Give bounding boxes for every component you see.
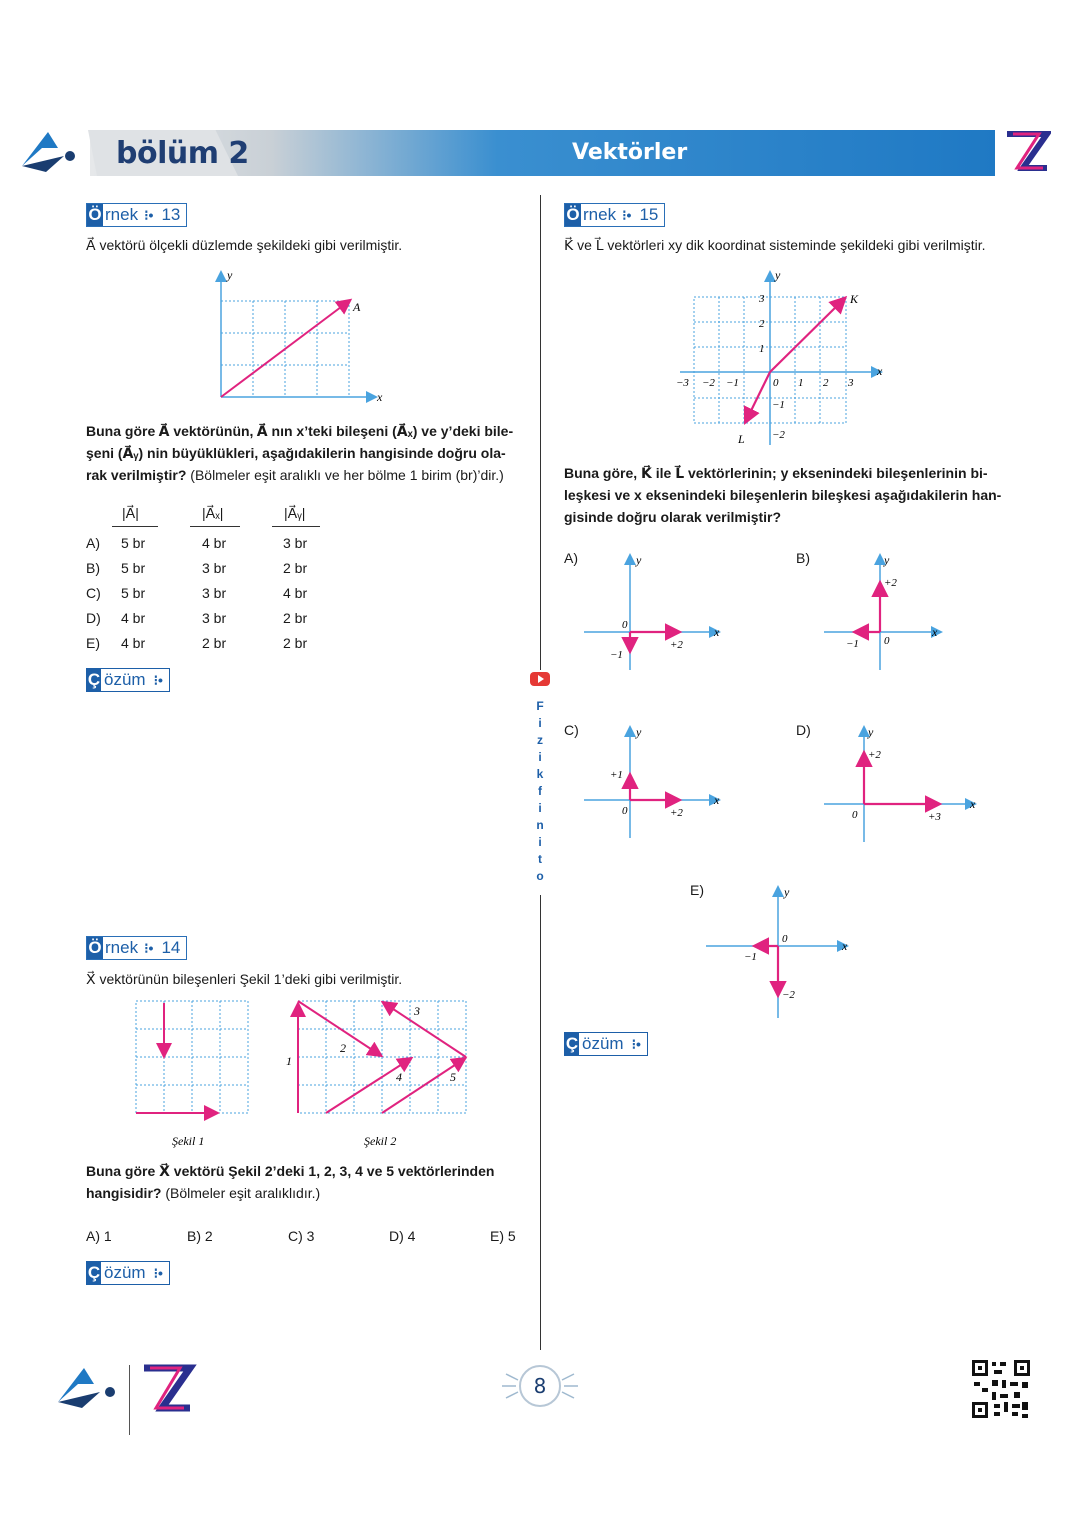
q15-option-a-graph [580,550,730,675]
svg-text:x: x [877,364,883,378]
svg-text:−1: −1 [726,377,739,389]
svg-text:+2: +2 [670,807,683,819]
side-brand: F i z i k f i n i t o [530,672,550,885]
page-number-badge [498,1360,582,1412]
q15-option-c[interactable]: C) [564,722,579,738]
svg-text:0: 0 [782,933,788,945]
q15-option-a[interactable]: A) [564,550,578,566]
svg-text:x: x [842,939,848,953]
svg-text:0: 0 [622,619,628,631]
svg-text:+2: +2 [670,639,683,651]
q15-option-b[interactable]: B) [796,550,810,566]
example-13-label: Ö rnek ⁝• 13 [86,203,187,227]
svg-text:2: 2 [340,1041,346,1055]
svg-text:x: x [714,793,720,807]
q15-graph [670,265,900,450]
svg-text:−1: −1 [772,399,785,411]
svg-text:−3: −3 [676,377,689,389]
example-15-label: Ö rnek ⁝• 15 [564,203,665,227]
q15-option-c-graph [580,722,730,847]
youtube-icon [530,672,550,686]
svg-text:A⃗: A⃗ [353,300,370,314]
q15-intro: K⃗ ve L⃗ vektörleri xy dik koordinat sisteminde şekildeki gibi verilmiştir. [564,237,986,253]
footer-z-logo-icon [140,1362,198,1416]
q15-option-b-graph [820,550,970,675]
page-title: Vektörler [572,140,688,165]
svg-text:−1: −1 [744,951,757,963]
q15-option-d[interactable]: D) [796,722,811,738]
svg-text:+1: +1 [610,769,623,781]
svg-text:−2: −2 [702,377,715,389]
svg-text:K⃗: K⃗ [850,292,868,306]
svg-text:x: x [932,625,938,639]
svg-text:x: x [377,390,383,404]
svg-text:5: 5 [450,1070,456,1084]
example-14-label: Ö rnek ⁝• 14 [86,936,187,960]
q14-option-c[interactable]: C) 3 [288,1228,315,1244]
vector-2 [298,1001,380,1055]
q13-question: Buna göre A⃗ vektörünün, A⃗ nın x’teki bileşeni (A⃗ₓ) ve y’deki bile- şeni (A⃗ᵧ) nin büyüklükleri, aşağıdakilerin hangisinde doğru ola- rak verilmiştir? (Bölmeler eşit aralıklı ve her bölme 1 birim (br)’dir.) [86,423,514,483]
svg-text:y: y [868,725,874,739]
svg-text:0: 0 [622,805,628,817]
svg-text:0: 0 [884,635,890,647]
section-label: bölüm 2 [116,136,249,171]
svg-text:2: 2 [759,318,765,330]
svg-text:1: 1 [759,343,765,355]
q13-option-d[interactable]: D) [86,610,101,626]
column-divider-bottom [540,895,541,1350]
vector-3 [384,1003,466,1057]
q13-intro: A⃗ vektörü ölçekli düzlemde şekildeki gibi verilmiştir. [86,237,403,253]
q14-option-d[interactable]: D) 4 [389,1228,416,1244]
svg-text:2: 2 [823,377,829,389]
svg-text:L⃗: L⃗ [738,432,755,446]
q13-solution-label: Ç özüm ⁝• [86,668,170,692]
brand-logo-icon [18,128,78,178]
q13-option-e[interactable]: E) [86,635,100,651]
svg-text:4: 4 [396,1070,402,1084]
q14-option-e[interactable]: E) 5 [490,1228,516,1244]
svg-text:−1: −1 [846,638,859,650]
svg-text:3: 3 [414,1004,420,1018]
footer-divider [129,1365,130,1435]
svg-text:y: y [784,885,790,899]
svg-text:−1: −1 [610,649,623,661]
q14-solution-label: Ç özüm ⁝• [86,1261,170,1285]
svg-text:x: x [714,625,720,639]
q14-question: Buna göre X⃗ vektörü Şekil 2’deki 1, 2, 3, 4 ve 5 vektörlerinden hangisidir? (Bölmeler eşit aralıklıdır.) [86,1163,495,1201]
svg-text:y: y [636,553,642,567]
svg-text:y: y [775,268,781,282]
svg-text:+2: +2 [868,749,881,761]
svg-text:3: 3 [848,377,854,389]
svg-text:y: y [884,553,890,567]
svg-text:1: 1 [798,377,804,389]
qr-code-icon [970,1358,1032,1420]
q13-options-table: |A⃗| |A⃗ₓ| |A⃗ᵧ| A) 5 br 4 br 3 br B) 5 br 3 br 2 br C) 5 br 3 br 4 br D) 4 br 3 br 2 br E) 4 br 2 br 2 br [86,505,386,655]
vector-l [746,372,770,421]
svg-text:y: y [227,268,233,282]
svg-text:1: 1 [286,1054,292,1068]
svg-text:−2: −2 [772,429,785,441]
svg-text:8: 8 [533,1374,547,1398]
footer-brand-logo-icon [54,1364,120,1414]
svg-text:3: 3 [759,293,765,305]
q15-option-d-graph [820,722,990,847]
svg-text:+2: +2 [884,577,897,589]
vector-k [770,299,844,372]
q13-option-b[interactable]: B) [86,560,100,576]
q15-option-e[interactable]: E) [690,882,704,898]
svg-text:+3: +3 [928,811,941,823]
q14-option-b[interactable]: B) 2 [187,1228,213,1244]
svg-text:0: 0 [852,809,858,821]
q15-solution-label: Ç özüm ⁝• [564,1032,648,1056]
svg-text:−2: −2 [782,989,795,1001]
q15-option-e-graph [700,882,860,1022]
q13-option-a[interactable]: A) [86,535,100,551]
q13-option-c[interactable]: C) [86,585,101,601]
q14-intro: X⃗ vektörünün bileşenleri Şekil 1’deki gibi verilmiştir. [86,971,403,987]
q15-question: Buna göre, K⃗ ile L⃗ vektörlerinin; y eksenindeki bileşenlerinin bi- leşkesi ve x eksenindeki bileşenlerin bileşkesi aşağıdakilerin han- gisinde doğru olarak verilmiştir? [564,465,1002,525]
q14-option-a[interactable]: A) 1 [86,1228,112,1244]
column-divider-top [540,195,541,670]
svg-text:Şekil 2: Şekil 2 [364,1134,397,1148]
vector-4 [326,1059,410,1113]
svg-text:Şekil 1: Şekil 1 [172,1134,205,1148]
q14-figures [128,995,488,1155]
svg-text:x: x [970,797,976,811]
svg-text:0: 0 [773,377,779,389]
q13-graph [205,265,395,410]
z-logo-icon [1003,128,1051,176]
svg-text:y: y [636,725,642,739]
vector-5 [382,1059,464,1113]
